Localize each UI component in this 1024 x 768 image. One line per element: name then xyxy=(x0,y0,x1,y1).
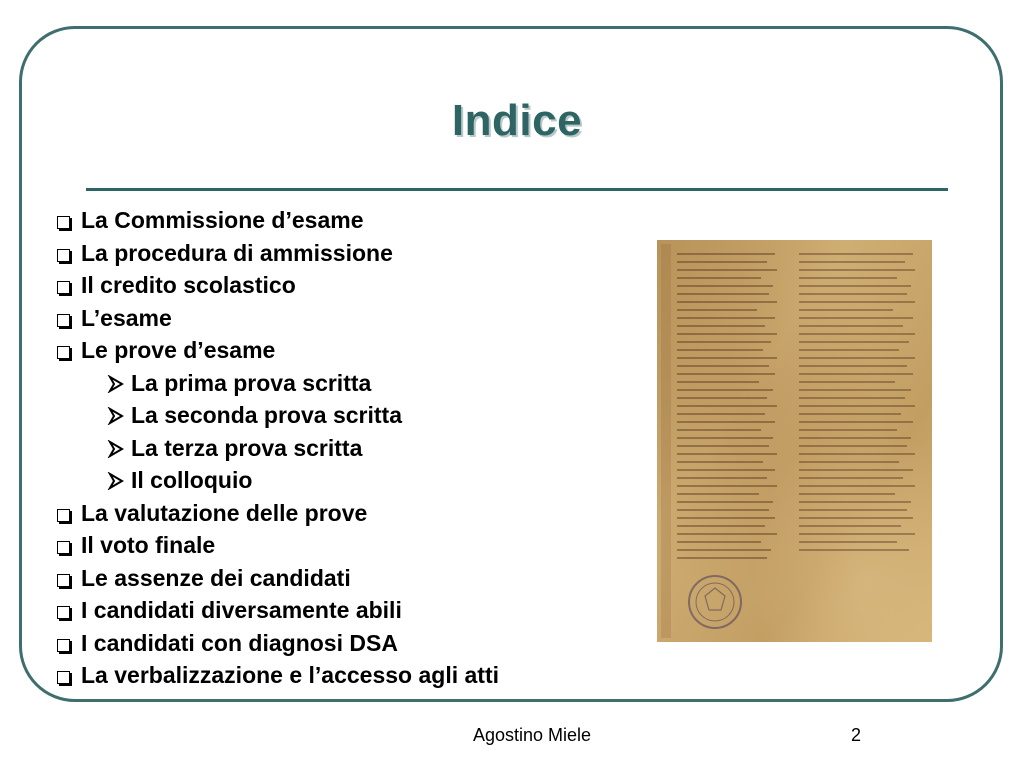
checkbox-icon xyxy=(57,346,70,359)
agenda-item xyxy=(57,204,499,237)
agenda-item xyxy=(57,302,499,335)
agenda-item xyxy=(57,627,499,660)
agenda-item xyxy=(57,269,499,302)
agenda-subitem-label: La terza prova scritta xyxy=(131,434,363,461)
agenda-subitem-label: La prima prova scritta xyxy=(131,369,372,396)
agenda-subitem xyxy=(57,367,499,400)
agenda-subitem xyxy=(57,432,499,465)
footer-author: Agostino Miele xyxy=(473,725,592,745)
checkbox-icon xyxy=(57,314,70,327)
agenda-item-label: I candidati diversamente abili xyxy=(81,597,402,623)
checkbox-icon xyxy=(57,574,70,587)
checkbox-icon xyxy=(57,281,70,294)
arrowhead-icon xyxy=(107,407,125,425)
checkbox-icon xyxy=(57,509,70,522)
page-number: 2 xyxy=(851,725,862,745)
checkbox-icon xyxy=(57,541,70,554)
checkbox-icon xyxy=(57,216,70,229)
agenda-item-label: L’esame xyxy=(81,304,172,331)
agenda-item-label: La procedura di ammissione xyxy=(81,239,393,266)
agenda-item-label: Le prove d’esame xyxy=(81,337,276,363)
agenda-item xyxy=(57,594,499,627)
slide-title: Indice xyxy=(451,96,583,145)
agenda-list xyxy=(57,204,499,692)
agenda-item xyxy=(57,497,499,530)
arrowhead-icon xyxy=(107,440,125,458)
agenda-subitem xyxy=(57,464,499,497)
agenda-item xyxy=(57,334,499,367)
agenda-item xyxy=(57,237,499,270)
agenda-subitem xyxy=(57,399,499,432)
agenda-item xyxy=(57,529,499,562)
checkbox-icon xyxy=(57,606,70,619)
agenda-item xyxy=(57,562,499,595)
medieval-manuscript-image xyxy=(657,240,932,642)
agenda-item xyxy=(57,659,499,692)
checkbox-icon xyxy=(57,639,70,652)
checkbox-icon xyxy=(57,249,70,262)
agenda-item-label: La verbalizzazione e l’accesso agli atti xyxy=(81,662,500,688)
agenda-item-label: Il voto finale xyxy=(81,532,216,558)
agenda-item-label: La Commissione d’esame xyxy=(81,207,364,233)
arrowhead-icon xyxy=(107,472,125,490)
arrowhead-icon xyxy=(107,375,125,393)
agenda-item-label: Le assenze dei candidati xyxy=(81,564,351,591)
agenda-item-label: La valutazione delle prove xyxy=(81,499,368,526)
checkbox-icon xyxy=(57,671,70,684)
title-divider xyxy=(86,188,948,191)
agenda-subitem-label: La seconda prova scritta xyxy=(131,402,402,428)
agenda-item-label: I candidati con diagnosi DSA xyxy=(81,629,398,656)
agenda-subitem-label: Il colloquio xyxy=(131,467,253,493)
agenda-item-label: Il credito scolastico xyxy=(81,272,296,298)
